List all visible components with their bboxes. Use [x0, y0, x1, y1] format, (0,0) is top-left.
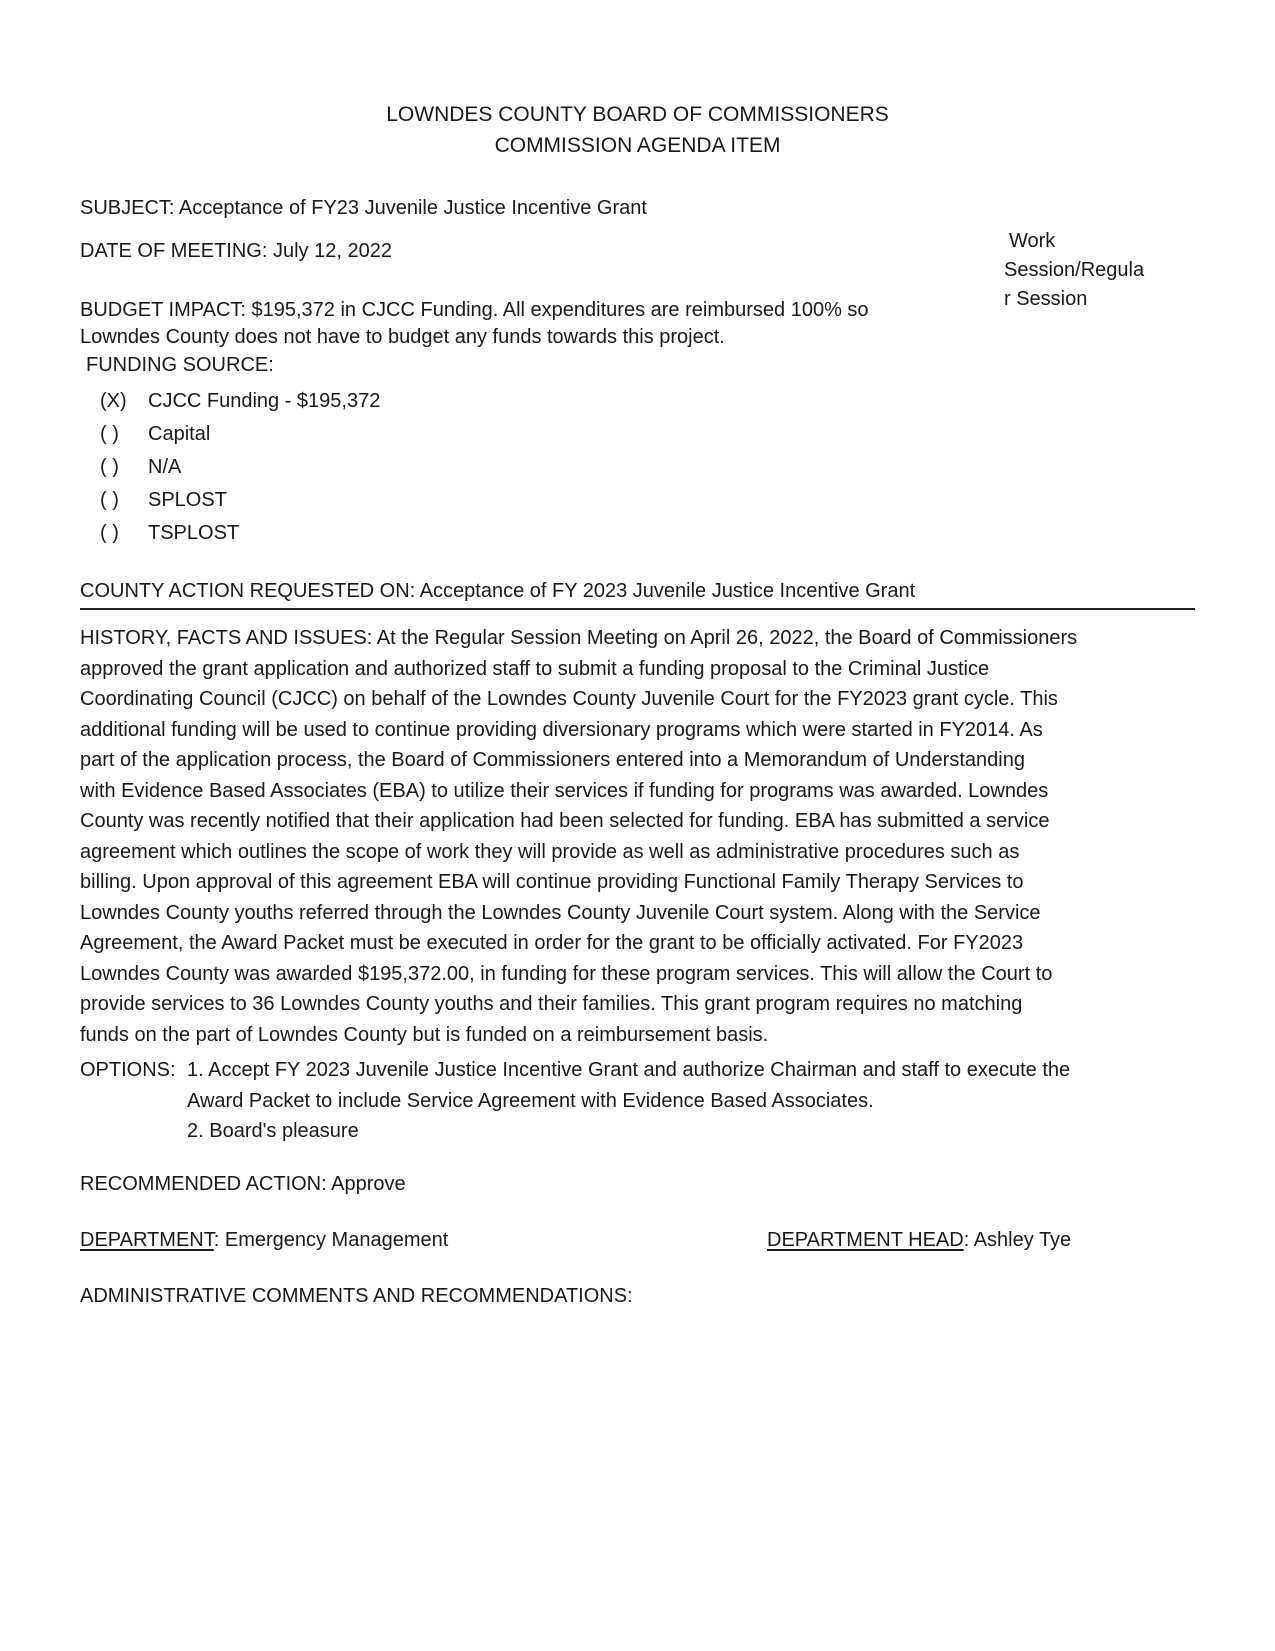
history-line: additional funding will be used to continue providing diversionary programs which were started in FY2014. As — [80, 718, 1043, 741]
header-title: LOWNDES COUNTY BOARD OF COMMISSIONERS — [386, 103, 889, 126]
funding-item-label: Capital — [148, 423, 211, 445]
department — [80, 1226, 448, 1255]
department-head — [767, 1226, 1071, 1255]
county-action-requested: COUNTY ACTION REQUESTED ON: Acceptance of FY 2023 Juvenile Justice Incentive Grant — [80, 580, 916, 602]
budget-impact-line-1: BUDGET IMPACT: $195,372 in CJCC Funding. All expenditures are reimbursed 100% so — [80, 299, 869, 321]
history-line: Lowndes County youths referred through the Lowndes County Juvenile Court system. Along with the Service — [80, 901, 1041, 924]
history-line: agreement which outlines the scope of work they will provide as well as administrative procedures such as — [80, 840, 1020, 863]
funding-item-label: SPLOST — [148, 489, 227, 511]
option-2: 2. Board's pleasure — [187, 1120, 359, 1142]
history-line: part of the application process, the Board of Commissioners entered into a Memorandum of Understanding — [80, 749, 1025, 771]
options-label: OPTIONS: — [80, 1059, 176, 1081]
funding-item — [100, 420, 210, 449]
funding-checkbox: ( ) — [100, 423, 119, 445]
date-of-meeting: DATE OF MEETING: July 12, 2022 — [80, 240, 392, 262]
history-line: provide services to 36 Lowndes County youths and their families. This grant program requires no matching — [80, 993, 1023, 1015]
header-subtitle: COMMISSION AGENDA ITEM — [494, 134, 781, 157]
funding-checkbox: ( ) — [100, 456, 119, 478]
funding-checkbox: ( ) — [100, 489, 119, 511]
funding-item — [100, 387, 380, 416]
session-line-2: Session/Regula — [1004, 259, 1145, 281]
funding-item — [100, 453, 181, 482]
funding-item — [100, 486, 227, 515]
history-line: Lowndes County was awarded $195,372.00, in funding for these program services. This will allow the Court to — [80, 962, 1053, 985]
history-facts-issues — [80, 623, 1200, 1050]
recommended-action: RECOMMENDED ACTION: Approve — [80, 1173, 406, 1195]
session-line-1: Work — [1009, 230, 1056, 252]
history-line: Coordinating Council (CJCC) on behalf of the Lowndes County Juvenile Court for the FY2023 grant cycle. This — [80, 688, 1058, 710]
department-label: DEPARTMENT — [80, 1229, 214, 1251]
subject-line: SUBJECT: Acceptance of FY23 Juvenile Justice Incentive Grant — [80, 197, 647, 219]
funding-checkbox: ( ) — [100, 522, 119, 544]
history-line: billing. Upon approval of this agreement EBA will continue providing Functional Family Therapy Services to — [80, 871, 1024, 893]
department-head-label: DEPARTMENT HEAD — [767, 1229, 964, 1251]
funding-item — [100, 519, 239, 548]
department-value: : Emergency Management — [213, 1229, 449, 1251]
options-list — [187, 1055, 1197, 1147]
funding-item-label: TSPLOST — [148, 522, 240, 544]
history-line: approved the grant application and authorized staff to submit a funding proposal to the Criminal Justice — [80, 657, 990, 680]
option-1-line-2: Award Packet to include Service Agreement with Evidence Based Associates. — [187, 1089, 874, 1112]
history-line: County was recently notified that their application had been selected for funding. EBA has submitted a service — [80, 810, 1050, 832]
history-line: funds on the part of Lowndes County but is funded on a reimbursement basis. — [80, 1023, 769, 1046]
department-head-value: : Ashley Tye — [963, 1229, 1072, 1251]
funding-checkbox: (X) — [100, 390, 127, 412]
funding-item-label: N/A — [148, 456, 182, 478]
option-1-line-1: 1. Accept FY 2023 Juvenile Justice Incentive Grant and authorize Chairman and staff to execute the — [187, 1059, 1071, 1081]
funding-item-label: CJCC Funding - $195,372 — [148, 390, 381, 412]
history-line: with Evidence Based Associates (EBA) to utilize their services if funding for programs was awarded. Lowndes — [80, 779, 1049, 802]
funding-source-label: FUNDING SOURCE: — [86, 354, 274, 376]
administrative-comments: ADMINISTRATIVE COMMENTS AND RECOMMENDATIONS: — [80, 1285, 633, 1307]
budget-impact-line-2: Lowndes County does not have to budget any funds towards this project. — [80, 326, 725, 348]
section-divider — [80, 608, 1195, 610]
session-line-3: r Session — [1004, 288, 1088, 310]
history-line: HISTORY, FACTS AND ISSUES: At the Regular Session Meeting on April 26, 2022, the Board of Commissioners — [80, 627, 1078, 649]
history-line: Agreement, the Award Packet must be executed in order for the grant to be officially activated. For FY2023 — [80, 932, 1024, 954]
